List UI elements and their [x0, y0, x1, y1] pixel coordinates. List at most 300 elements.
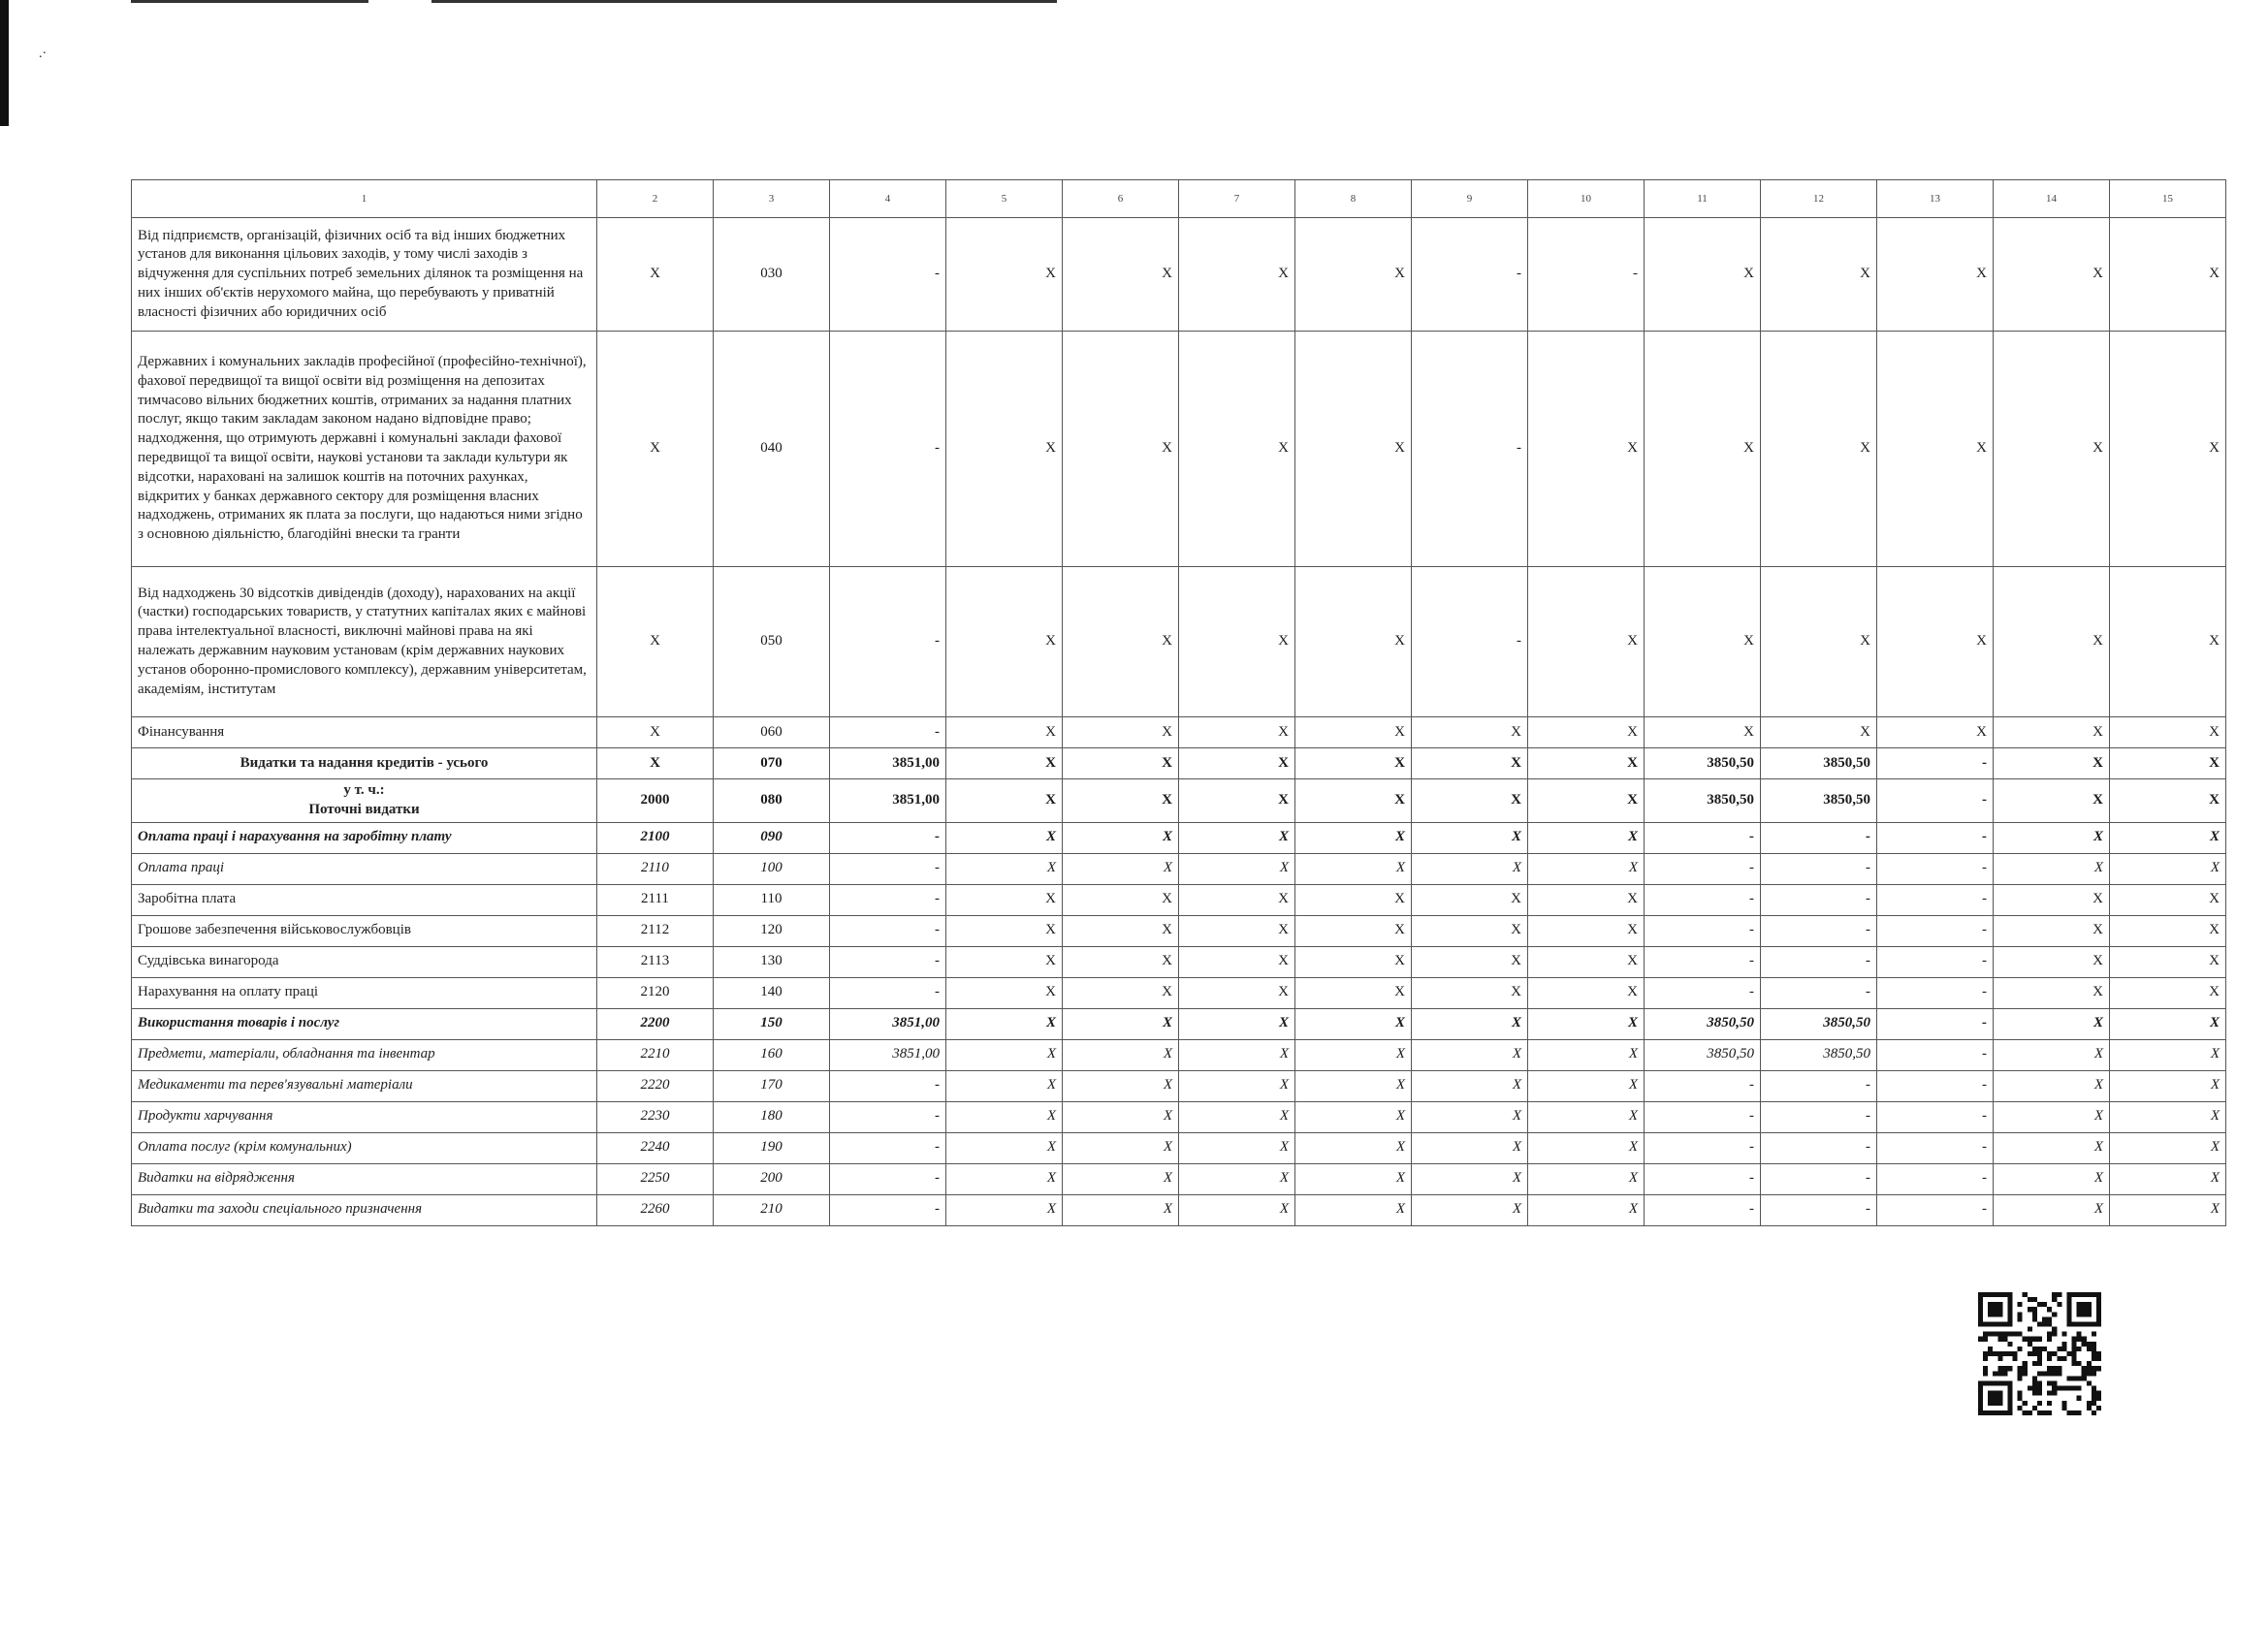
value-cell: X: [1994, 1101, 2110, 1132]
qr-module: [1988, 1347, 1993, 1351]
value-cell: -: [1877, 1039, 1994, 1070]
value-cell: X: [1761, 218, 1877, 332]
qr-module: [2018, 1332, 2023, 1337]
value-cell: -: [1877, 822, 1994, 853]
table-body: [132, 180, 2226, 1226]
value-cell: X: [1063, 884, 1179, 915]
value-cell: X: [1412, 1039, 1528, 1070]
qr-module: [2052, 1297, 2057, 1302]
qr-module: [2052, 1391, 2057, 1396]
value-cell: X: [1761, 717, 1877, 748]
column-number-header: 11: [1645, 180, 1761, 218]
value-cell: X: [1761, 567, 1877, 717]
qr-module: [1997, 1366, 2002, 1371]
value-cell: X: [1295, 1070, 1412, 1101]
qr-module: [2002, 1366, 2007, 1371]
qr-module: [2087, 1361, 2092, 1366]
value-cell: X: [1179, 884, 1295, 915]
qr-module: [1993, 1332, 1997, 1337]
qr-module: [2013, 1351, 2018, 1356]
qr-module: [2028, 1342, 2032, 1347]
value-cell: X: [1528, 748, 1645, 779]
qr-module: [2047, 1337, 2052, 1342]
value-cell: -: [1528, 218, 1645, 332]
value-cell: X: [1063, 1163, 1179, 1194]
qr-module: [2023, 1371, 2028, 1376]
row-description: Видатки та заходи спеціального призначення: [132, 1194, 597, 1225]
qr-module: [2037, 1410, 2042, 1415]
value-cell: -: [1645, 977, 1761, 1008]
code-cell: 2000: [597, 779, 714, 823]
qr-module: [2087, 1342, 2092, 1347]
value-cell: X: [946, 946, 1063, 977]
value-cell: X: [1645, 332, 1761, 567]
value-cell: -: [830, 717, 946, 748]
value-cell: X: [946, 1008, 1063, 1039]
qr-module: [2002, 1332, 2007, 1337]
qr-module: [2013, 1356, 2018, 1361]
qr-module: [2023, 1366, 2028, 1371]
value-cell: X: [2110, 1101, 2226, 1132]
value-cell: X: [2110, 567, 2226, 717]
qr-module: [2007, 1332, 2012, 1337]
column-number-header: 10: [1528, 180, 1645, 218]
qr-module: [2066, 1351, 2071, 1356]
value-cell: X: [2110, 915, 2226, 946]
qr-module: [2052, 1312, 2057, 1316]
qr-module: [2052, 1332, 2057, 1337]
qr-module: [2082, 1371, 2087, 1376]
value-cell: X: [1994, 567, 2110, 717]
qr-module: [2077, 1410, 2082, 1415]
value-cell: X: [1179, 977, 1295, 1008]
qr-module: [2047, 1316, 2052, 1321]
qr-module: [2096, 1366, 2101, 1371]
value-cell: X: [1295, 1101, 1412, 1132]
qr-module: [2028, 1337, 2032, 1342]
value-cell: -: [1877, 946, 1994, 977]
qr-module: [2007, 1351, 2012, 1356]
qr-module: [2092, 1386, 2096, 1391]
value-cell: -: [1645, 884, 1761, 915]
value-cell: X: [1412, 915, 1528, 946]
value-cell: X: [1063, 1070, 1179, 1101]
value-cell: X: [1179, 717, 1295, 748]
code-cell: X: [597, 717, 714, 748]
value-cell: X: [1994, 946, 2110, 977]
table-row: [132, 915, 2226, 946]
line-code-cell: 200: [714, 1163, 830, 1194]
qr-module: [2066, 1376, 2071, 1380]
value-cell: 3851,00: [830, 779, 946, 823]
qr-module: [2087, 1406, 2092, 1410]
row-description: Нарахування на оплату праці: [132, 977, 597, 1008]
column-number-header: 1: [132, 180, 597, 218]
qr-module: [2018, 1376, 2023, 1380]
qr-module: [2028, 1297, 2032, 1302]
line-code-cell: 190: [714, 1132, 830, 1163]
value-cell: X: [1528, 567, 1645, 717]
value-cell: X: [1528, 1163, 1645, 1194]
qr-module: [2092, 1410, 2096, 1415]
row-description: Видатки та надання кредитів - усього: [132, 748, 597, 779]
value-cell: X: [1179, 218, 1295, 332]
qr-module: [2002, 1371, 2007, 1376]
value-cell: X: [1412, 1070, 1528, 1101]
column-number-header: 4: [830, 180, 946, 218]
qr-module: [2057, 1366, 2061, 1371]
value-cell: -: [1645, 1194, 1761, 1225]
qr-module: [2092, 1391, 2096, 1396]
value-cell: -: [830, 915, 946, 946]
value-cell: -: [1645, 1101, 1761, 1132]
qr-module: [2052, 1351, 2057, 1356]
qr-module: [2052, 1327, 2057, 1332]
value-cell: -: [1412, 567, 1528, 717]
value-cell: X: [1877, 717, 1994, 748]
value-cell: X: [1295, 748, 1412, 779]
code-cell: 2120: [597, 977, 714, 1008]
value-cell: 3850,50: [1645, 1039, 1761, 1070]
value-cell: X: [1295, 779, 1412, 823]
row-description: Використання товарів і послуг: [132, 1008, 597, 1039]
value-cell: -: [1761, 946, 1877, 977]
qr-module: [1993, 1371, 1997, 1376]
value-cell: X: [1063, 567, 1179, 717]
table-row: [132, 853, 2226, 884]
table-row: [132, 748, 2226, 779]
qr-module: [1988, 1332, 1993, 1337]
code-cell: 2200: [597, 1008, 714, 1039]
qr-module: [2096, 1396, 2101, 1401]
code-cell: 2230: [597, 1101, 714, 1132]
line-code-cell: 210: [714, 1194, 830, 1225]
value-cell: X: [1179, 1070, 1295, 1101]
value-cell: X: [1994, 1163, 2110, 1194]
code-cell: 2111: [597, 884, 714, 915]
qr-module: [2032, 1391, 2037, 1396]
table-row: [132, 1163, 2226, 1194]
value-cell: 3850,50: [1761, 1008, 1877, 1039]
value-cell: X: [1063, 1039, 1179, 1070]
qr-module: [2057, 1371, 2061, 1376]
code-cell: 2240: [597, 1132, 714, 1163]
qr-module: [2052, 1371, 2057, 1376]
value-cell: X: [1994, 1008, 2110, 1039]
value-cell: X: [1412, 946, 1528, 977]
qr-module: [2042, 1321, 2047, 1326]
value-cell: 3850,50: [1645, 779, 1761, 823]
qr-module: [1988, 1302, 2002, 1316]
qr-module: [2002, 1337, 2007, 1342]
value-cell: X: [2110, 779, 2226, 823]
line-code-cell: 100: [714, 853, 830, 884]
value-cell: X: [1877, 332, 1994, 567]
value-cell: X: [1295, 946, 1412, 977]
value-cell: X: [1412, 977, 1528, 1008]
value-cell: X: [1179, 1194, 1295, 1225]
qr-module: [2018, 1302, 2023, 1307]
table-row: [132, 567, 2226, 717]
value-cell: -: [830, 884, 946, 915]
column-number-header: 14: [1994, 180, 2110, 218]
qr-module: [2037, 1351, 2042, 1356]
qr-module: [1978, 1337, 1983, 1342]
value-cell: X: [1528, 717, 1645, 748]
line-code-cell: 030: [714, 218, 830, 332]
value-cell: X: [1063, 717, 1179, 748]
value-cell: X: [1994, 332, 2110, 567]
qr-module: [2032, 1307, 2037, 1312]
qr-module: [2047, 1391, 2052, 1396]
qr-module: [1983, 1356, 1988, 1361]
value-cell: X: [2110, 946, 2226, 977]
qr-module: [2028, 1327, 2032, 1332]
qr-module: [2061, 1356, 2066, 1361]
table-row: [132, 822, 2226, 853]
qr-module: [2037, 1380, 2042, 1385]
value-cell: X: [1994, 218, 2110, 332]
table-row: [132, 779, 2226, 823]
qr-module: [2047, 1307, 2052, 1312]
value-cell: -: [830, 567, 946, 717]
value-cell: X: [1528, 1194, 1645, 1225]
row-description: Медикаменти та перев'язувальні матеріали: [132, 1070, 597, 1101]
scan-speck: .·: [39, 47, 48, 61]
value-cell: X: [2110, 1132, 2226, 1163]
qr-module: [1988, 1391, 2002, 1406]
code-cell: X: [597, 218, 714, 332]
value-cell: -: [830, 853, 946, 884]
value-cell: -: [1645, 853, 1761, 884]
value-cell: X: [1179, 332, 1295, 567]
qr-module: [2042, 1316, 2047, 1321]
row-description: Оплата послуг (крім комунальних): [132, 1132, 597, 1163]
qr-module: [2077, 1386, 2082, 1391]
value-cell: X: [1179, 1039, 1295, 1070]
qr-module: [2032, 1406, 2037, 1410]
column-number-header: 13: [1877, 180, 1994, 218]
value-cell: X: [1528, 822, 1645, 853]
value-cell: -: [1761, 1163, 1877, 1194]
qr-module: [2072, 1342, 2077, 1347]
value-cell: X: [1994, 779, 2110, 823]
qr-module: [2066, 1410, 2071, 1415]
value-cell: X: [1994, 717, 2110, 748]
value-cell: X: [946, 915, 1063, 946]
qr-module: [2032, 1361, 2037, 1366]
qr-module: [2052, 1380, 2057, 1385]
qr-module: [2007, 1366, 2012, 1371]
value-cell: -: [1877, 1194, 1994, 1225]
qr-module: [2018, 1391, 2023, 1396]
value-cell: X: [1412, 748, 1528, 779]
column-number-header: 2: [597, 180, 714, 218]
qr-module: [2032, 1376, 2037, 1380]
qr-module: [2013, 1332, 2018, 1337]
value-cell: -: [1877, 1101, 1994, 1132]
value-cell: X: [1994, 1194, 2110, 1225]
column-number-header: 9: [1412, 180, 1528, 218]
value-cell: 3850,50: [1761, 1039, 1877, 1070]
qr-module: [2082, 1337, 2087, 1342]
qr-module: [2032, 1386, 2037, 1391]
value-cell: X: [1295, 884, 1412, 915]
qr-module: [2092, 1332, 2096, 1337]
scan-top-line: [131, 0, 368, 3]
qr-module: [2061, 1406, 2066, 1410]
qr-module: [2032, 1312, 2037, 1316]
qr-module: [2047, 1351, 2052, 1356]
value-cell: X: [1412, 1101, 1528, 1132]
row-description: Предмети, матеріали, обладнання та інвентар: [132, 1039, 597, 1070]
qr-module: [2087, 1347, 2092, 1351]
table-row: [132, 717, 2226, 748]
line-code-cell: 160: [714, 1039, 830, 1070]
row-description: Фінансування: [132, 717, 597, 748]
value-cell: X: [946, 884, 1063, 915]
qr-module: [2072, 1376, 2077, 1380]
value-cell: 3850,50: [1645, 1008, 1761, 1039]
qr-module: [2096, 1356, 2101, 1361]
value-cell: X: [1877, 567, 1994, 717]
value-cell: X: [946, 1163, 1063, 1194]
value-cell: X: [1645, 567, 1761, 717]
qr-module: [2037, 1347, 2042, 1351]
qr-module: [2077, 1347, 2082, 1351]
value-cell: X: [2110, 1194, 2226, 1225]
qr-module: [2072, 1356, 2077, 1361]
value-cell: -: [1877, 884, 1994, 915]
qr-module: [2072, 1386, 2077, 1391]
line-code-cell: 120: [714, 915, 830, 946]
qr-module: [2047, 1410, 2052, 1415]
qr-module: [2042, 1410, 2047, 1415]
line-code-cell: 070: [714, 748, 830, 779]
qr-module: [2061, 1386, 2066, 1391]
qr-module: [2087, 1371, 2092, 1376]
qr-module: [2061, 1347, 2066, 1351]
value-cell: X: [1412, 779, 1528, 823]
value-cell: X: [1063, 822, 1179, 853]
value-cell: -: [1761, 977, 1877, 1008]
value-cell: X: [1528, 946, 1645, 977]
value-cell: -: [830, 1070, 946, 1101]
value-cell: X: [1179, 1132, 1295, 1163]
value-cell: X: [1994, 915, 2110, 946]
value-cell: X: [1528, 1132, 1645, 1163]
value-cell: -: [830, 1163, 946, 1194]
value-cell: X: [1412, 1132, 1528, 1163]
qr-module: [2072, 1351, 2077, 1356]
table-row: [132, 977, 2226, 1008]
qr-module: [2047, 1401, 2052, 1406]
value-cell: X: [2110, 218, 2226, 332]
qr-module: [2023, 1410, 2028, 1415]
scan-top-line: [431, 0, 1057, 3]
code-cell: 2110: [597, 853, 714, 884]
value-cell: X: [946, 567, 1063, 717]
qr-module: [2042, 1371, 2047, 1376]
row-description: Продукти харчування: [132, 1101, 597, 1132]
value-cell: X: [1528, 1101, 1645, 1132]
qr-module: [2037, 1321, 2042, 1326]
value-cell: -: [1761, 822, 1877, 853]
qr-module: [2077, 1332, 2082, 1337]
qr-module: [2052, 1366, 2057, 1371]
value-cell: X: [1412, 853, 1528, 884]
value-cell: X: [1528, 1070, 1645, 1101]
row-description: Від надходжень 30 відсотків дивідендів (доходу), нарахованих на акції (частки) господарських товариств, у статутних капіталах яких є майнові права інтелектуальної власності, виключні майнові права на які належать державним науковим установам (крім державних наукових установ оборонно-промислового комплексу), державним університетам, академіям, інститутам: [132, 567, 597, 717]
value-cell: X: [1063, 332, 1179, 567]
value-cell: X: [1412, 1163, 1528, 1194]
value-cell: -: [1412, 218, 1528, 332]
qr-module: [2092, 1356, 2096, 1361]
value-cell: X: [1295, 1163, 1412, 1194]
table-row: [132, 1101, 2226, 1132]
value-cell: X: [1179, 822, 1295, 853]
value-cell: -: [830, 332, 946, 567]
value-cell: 3851,00: [830, 748, 946, 779]
value-cell: X: [1528, 977, 1645, 1008]
row-description: Оплата праці і нарахування на заробітну плату: [132, 822, 597, 853]
code-cell: 2112: [597, 915, 714, 946]
value-cell: X: [1877, 218, 1994, 332]
code-cell: X: [597, 567, 714, 717]
line-code-cell: 040: [714, 332, 830, 567]
qr-module: [2092, 1342, 2096, 1347]
value-cell: -: [830, 1194, 946, 1225]
qr-module: [2018, 1312, 2023, 1316]
value-cell: -: [1645, 1163, 1761, 1194]
value-cell: X: [1063, 218, 1179, 332]
code-cell: X: [597, 748, 714, 779]
value-cell: X: [1528, 1039, 1645, 1070]
value-cell: X: [2110, 884, 2226, 915]
qr-module: [2037, 1361, 2042, 1366]
qr-module: [1983, 1371, 1988, 1376]
value-cell: -: [830, 946, 946, 977]
qr-module: [1997, 1351, 2002, 1356]
value-cell: -: [1645, 1070, 1761, 1101]
qr-module: [2077, 1376, 2082, 1380]
column-number-header: 12: [1761, 180, 1877, 218]
qr-module: [2087, 1401, 2092, 1406]
qr-module: [2061, 1332, 2066, 1337]
qr-module: [2047, 1332, 2052, 1337]
value-cell: X: [946, 1132, 1063, 1163]
value-cell: X: [2110, 332, 2226, 567]
scan-edge-mark: [0, 0, 9, 126]
qr-module: [2047, 1321, 2052, 1326]
line-code-cell: 180: [714, 1101, 830, 1132]
value-cell: X: [1528, 915, 1645, 946]
qr-module: [2047, 1380, 2052, 1385]
value-cell: X: [1994, 822, 2110, 853]
qr-module: [2023, 1337, 2028, 1342]
value-cell: X: [1179, 567, 1295, 717]
qr-module: [2028, 1307, 2032, 1312]
value-cell: X: [1412, 884, 1528, 915]
value-cell: X: [1295, 977, 1412, 1008]
qr-module: [2037, 1401, 2042, 1406]
qr-module: [2042, 1347, 2047, 1351]
qr-module: [2072, 1361, 2077, 1366]
row-description: Заробітна плата: [132, 884, 597, 915]
value-cell: X: [1063, 853, 1179, 884]
line-code-cell: 050: [714, 567, 830, 717]
qr-module: [2032, 1351, 2037, 1356]
